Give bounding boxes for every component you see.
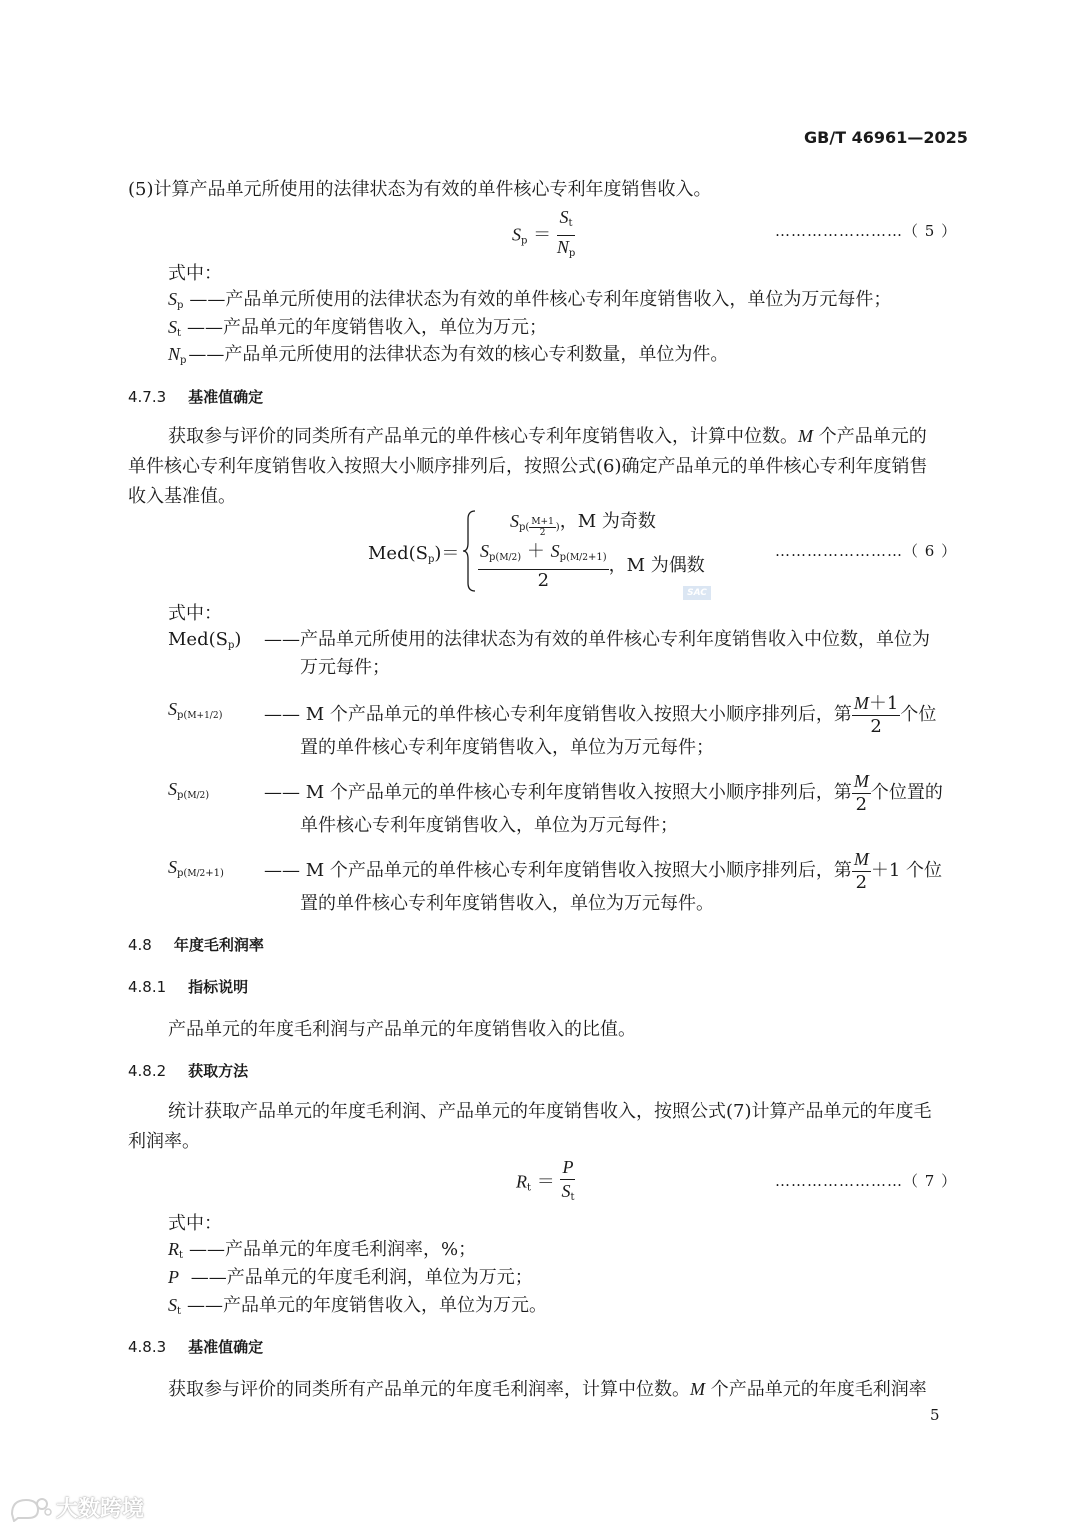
equation-6-lhs: $Med(S_p)=$ <box>368 543 460 565</box>
section-4-7-3-heading: 4.7.3 基准值确定 <box>128 388 264 406</box>
para-482-line2: 利润率。 <box>128 1131 200 1152</box>
equation-7: $R_t$ ＝ $\frac{P}{S_t}$ <box>516 1156 575 1209</box>
def-sp-m2-line2: 单件核心专利年度销售收入，单位为万元每件； <box>300 815 678 836</box>
para-482-line1: 统计获取产品单元的年度毛利润、产品单元的年度销售收入，按照公式(7)计算产品单元的年度毛 <box>168 1101 932 1122</box>
def-sp-m2plus1-sym: $S_{p(M/2+1)}$ <box>168 857 224 879</box>
section-4-8-2-heading: 4.8.2 获取方法 <box>128 1062 249 1080</box>
def-sp-m2plus1-line1: —— M 个产品单元的单件核心专利年度销售收入按照大小顺序排列后，第 $\frac{M}{2}$ ＋1 个位 <box>264 849 943 893</box>
page-number: 5 <box>930 1406 940 1424</box>
def-st-7: $S_t$ ——产品单元的年度销售收入，单位为万元。 <box>168 1295 548 1317</box>
sac-stamp: SAC <box>683 586 711 600</box>
standard-code: GB/T 46961—2025 <box>804 128 968 147</box>
para-483-line1: 获取参与评价的同类所有产品单元的年度毛利润率，计算中位数。M 个产品单元的年度毛利润率 <box>168 1379 927 1400</box>
section-4-8-3-heading: 4.8.3 基准值确定 <box>128 1338 264 1356</box>
def-np: $N_p$ ——产品单元所使用的法律状态为有效的核心专利数量，单位为件。 <box>168 344 729 366</box>
where-label-7: 式中： <box>168 1213 222 1234</box>
def-rt: $R_t$ ——产品单元的年度毛利润率，%； <box>168 1239 477 1261</box>
section-4-8-1-heading: 4.8.1 指标说明 <box>128 978 249 996</box>
equation-6-number: ……………………（ 6 ） <box>775 542 958 560</box>
def-med-sym: $Med(S_p)$ <box>168 629 242 651</box>
equation-5: $S_p$ ＝ $\frac{S_t}{N_p}$ <box>512 206 575 265</box>
para-473-line3: 收入基准值。 <box>128 486 236 507</box>
equation-6-case-odd: $S_{p( \frac{M+1}{2} )}$，M 为奇数 <box>510 511 656 538</box>
def-sp-m2plus1-line2: 置的单件核心专利年度销售收入，单位为万元每件。 <box>300 893 714 914</box>
para-481: 产品单元的年度毛利润与产品单元的年度销售收入的比值。 <box>168 1019 636 1040</box>
equation-5-number: ……………………（ 5 ） <box>775 222 958 240</box>
where-label-6: 式中： <box>168 603 222 624</box>
eq7-fraction: $\frac{P}{S_t}$ <box>561 1157 575 1203</box>
def-sp: $S_p$ ——产品单元所使用的法律状态为有效的单件核心专利年度销售收入，单位为万元每件； <box>168 289 892 311</box>
section-4-8-heading: 4.8 年度毛利润率 <box>128 936 264 954</box>
def-med-line2: 万元每件； <box>300 657 390 678</box>
def-sp-mplus1-line2: 置的单件核心专利年度销售收入，单位为万元每件； <box>300 737 714 758</box>
equation-6-case-even: $\frac{S_{p(M/2)} + S_{p(M/2+1)}}{2}$ ，M 为偶数 <box>480 541 705 591</box>
equation-7-number: ……………………（ 7 ） <box>775 1172 958 1190</box>
where-label-5: 式中： <box>168 263 222 284</box>
watermark-icon <box>8 1494 52 1522</box>
def-sp-mplus1-sym: $S_{p(M+1/2)}$ <box>168 699 223 721</box>
eq5-fraction: $\frac{S_t}{N_p}$ <box>556 207 576 259</box>
equation-6-brace <box>462 509 478 593</box>
def-st: $S_t$ ——产品单元的年度销售收入，单位为万元； <box>168 317 548 339</box>
def-med-line1: ——产品单元所使用的法律状态为有效的单件核心专利年度销售收入中位数，单位为 <box>264 629 930 650</box>
watermark-logo <box>8 1492 144 1523</box>
def-sp-m2-sym: $S_{p(M/2)}$ <box>168 779 210 801</box>
item-5-text: (5)计算产品单元所使用的法律状态为有效的单件核心专利年度销售收入。 <box>128 179 712 200</box>
watermark-text: 大数跨境 <box>56 1497 145 1522</box>
def-p: P ——产品单元的年度毛利润，单位为万元； <box>168 1267 533 1288</box>
def-sp-mplus1-line1: —— M 个产品单元的单件核心专利年度销售收入按照大小顺序排列后，第 $\frac{M+1}{2}$ 个位 <box>264 693 937 737</box>
para-473-line2: 单件核心专利年度销售收入按照大小顺序排列后，按照公式(6)确定产品单元的单件核心专利年度销售 <box>128 456 928 477</box>
def-sp-m2-line1: —— M 个产品单元的单件核心专利年度销售收入按照大小顺序排列后，第 $\frac{M}{2}$ 个位置的 <box>264 771 943 815</box>
para-473-line1: 获取参与评价的同类所有产品单元的单件核心专利年度销售收入，计算中位数。M 个产品单元的 <box>168 426 927 447</box>
